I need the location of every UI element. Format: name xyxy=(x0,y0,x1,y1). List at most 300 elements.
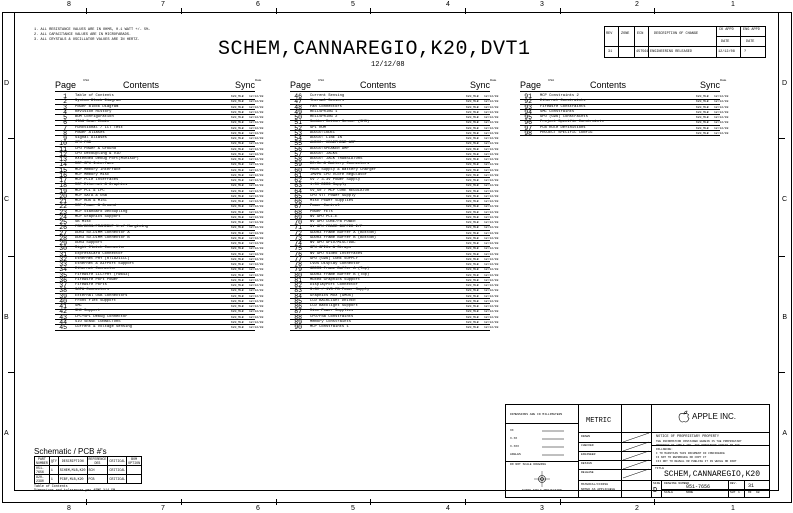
sync-value: K20_MLB xyxy=(231,263,244,266)
sync-date: 12/12/08 xyxy=(484,315,499,319)
page-number: 67 xyxy=(294,203,302,211)
page-number: 19 xyxy=(59,187,67,195)
sync-date: 12/12/08 xyxy=(484,326,499,329)
page-contents: AUDIO:SPEAKER AMP xyxy=(310,146,349,151)
eng-appd-value: ? xyxy=(744,50,747,54)
material-label: MATERIAL/FINISH xyxy=(581,483,609,486)
release-date: 12/12/08 xyxy=(718,50,735,54)
page-number: 43 xyxy=(59,313,67,321)
sync-date: 12/12/08 xyxy=(249,147,264,151)
page-contents: DisplayPort Connector xyxy=(310,283,358,287)
sync-value: K20_MLB xyxy=(231,326,244,329)
zone-label-col: 7 xyxy=(161,1,165,8)
page-contents: Muxed Graphics Support xyxy=(310,277,361,282)
sync-value: K20_MLB xyxy=(466,320,479,324)
list-item xyxy=(55,324,264,331)
page-contents: MCP Constraints 1 xyxy=(310,325,349,329)
page-contents: Current Sensing xyxy=(310,94,345,98)
page-number: 18 xyxy=(59,182,67,190)
sync-date: 12/12/08 xyxy=(249,184,264,188)
bom-col-reference-des: REFERENCE DES xyxy=(88,457,107,465)
page-contents: Project Specific Constraints xyxy=(540,120,604,125)
sync-date: 12/12/08 xyxy=(249,242,264,245)
of-label: OF xyxy=(748,491,752,494)
page-contents: MCP CPU Interface xyxy=(75,162,114,167)
zone-label-row: D xyxy=(4,80,10,87)
page-contents: HELLSPRING 2 xyxy=(310,115,338,119)
sync-value: K20_MLB xyxy=(466,95,479,98)
sync-value: K20_MLB xyxy=(231,315,244,319)
note-line: 1. ALL RESISTANCE VALUES ARE IN OHMS, 0.1 WATT +/- 5%. xyxy=(34,28,151,32)
zone-label-col: 4 xyxy=(446,1,450,8)
sync-value: K20_MLB xyxy=(696,110,709,114)
sync-date: 12/12/08 xyxy=(249,194,264,198)
sync-value: K20_MLB xyxy=(466,257,479,261)
sync-date: 12/12/08 xyxy=(484,100,499,104)
angle-brackets xyxy=(506,405,578,497)
page-contents: Ethernet Constraints xyxy=(540,99,586,104)
page-contents: NV GPU FRAME BUFFER I/F xyxy=(310,225,363,230)
zone-label-col: 5 xyxy=(351,1,355,8)
page-number: 65 xyxy=(294,192,302,200)
page-contents: GPU (G96) Constraints xyxy=(540,115,588,119)
page-contents: LCD Backlight Support xyxy=(310,304,358,308)
zone-tick xyxy=(86,499,87,505)
sync-date: 12/12/08 xyxy=(484,299,499,303)
page-contents: Ethernet Connector xyxy=(75,267,117,272)
sync-value: K20_MLB xyxy=(466,215,479,219)
page-number: 27 xyxy=(59,229,67,237)
sync-value: K20_MLB xyxy=(466,168,479,172)
sync-value: K20_MLB xyxy=(466,110,479,114)
sync-date: 12/12/08 xyxy=(249,326,264,329)
sync-value: K20_MLB xyxy=(696,95,709,98)
page-contents: FireWire Constraints xyxy=(540,104,586,109)
page-contents: JTAG Scan Chain xyxy=(75,120,110,125)
tolerance-label: XX xyxy=(510,429,514,432)
page-contents: Revision History xyxy=(75,109,112,114)
description: PCBF,MLB,K20 xyxy=(58,475,87,484)
zone-tick xyxy=(779,372,785,373)
toc-header-contents: Contents xyxy=(123,80,160,90)
page-number: 97 xyxy=(524,124,532,132)
zone-label-col: 3 xyxy=(540,505,544,512)
sync-date: 12/12/08 xyxy=(249,158,264,161)
bom-col-part-number: PART NUMBER xyxy=(36,457,48,465)
bom-option xyxy=(127,466,142,475)
page-contents: Graphics MUX (GMUX) xyxy=(310,293,354,298)
page-number: 90 xyxy=(294,324,302,331)
sync-value: K20_MLB xyxy=(466,194,479,198)
page-contents: MCP Power & Ground xyxy=(75,204,117,209)
page-number: 20 xyxy=(59,192,67,200)
sync-value: K20_MLB xyxy=(466,189,479,193)
sync-date: 12/12/08 xyxy=(714,131,729,135)
zone-label-col: 8 xyxy=(67,1,71,8)
sync-date: 12/12/08 xyxy=(484,268,499,272)
page-number: 21 xyxy=(59,198,67,205)
notice-line: FOLLOWING: xyxy=(656,448,673,451)
sync-date: 12/12/08 xyxy=(484,294,499,298)
page-number: 88 xyxy=(294,313,302,321)
sync-value: K20_MLB xyxy=(231,247,244,251)
sync-value: K20_MLB xyxy=(231,320,244,324)
sync-date: 12/12/08 xyxy=(484,247,499,251)
sync-value: K20_MLB xyxy=(466,179,479,182)
toc-header-contents: Contents xyxy=(360,80,397,90)
page-contents: Fan Connectors xyxy=(310,104,342,109)
page-number: 30 xyxy=(59,245,67,253)
sync-date: 12/12/08 xyxy=(249,268,264,272)
signature-label: DRAWN xyxy=(581,435,591,438)
page-contents: Misc Power Supplies xyxy=(310,309,354,314)
page-number: 68 xyxy=(294,208,302,216)
sync-value: K20_MLB xyxy=(466,121,479,125)
page-contents: CPU FSB xyxy=(75,141,91,146)
sync-value: K20_MLB xyxy=(231,200,244,203)
zone-tick xyxy=(654,499,655,505)
sync-date: 12/12/08 xyxy=(249,110,264,114)
general-notes xyxy=(34,28,150,44)
sync-value: K20_MLB xyxy=(466,131,479,135)
page-contents: BOM Configuration xyxy=(75,115,114,119)
zone-label-row: B xyxy=(4,314,9,321)
sync-date: 12/12/08 xyxy=(484,168,499,172)
page-contents: NV GPU Video Interfaces xyxy=(310,251,363,256)
zone-label-col: 1 xyxy=(731,505,735,512)
sync-value: K20_MLB xyxy=(466,278,479,282)
page-number: 86 xyxy=(294,303,302,310)
page-contents: MCP SATA & USB xyxy=(75,193,107,198)
zone-label-col: 2 xyxy=(635,1,639,8)
notice-line: THE INFORMATION CONTAINED HEREIN IS THE PROPRIETARY xyxy=(656,440,742,443)
note-line: 3. ALL CRYSTALS & OSCILLATOR VALUES ARE IN HERTZ. xyxy=(34,38,140,43)
sync-value: K20_MLB xyxy=(231,100,244,104)
zone-tick xyxy=(8,256,14,257)
sync-value: K20_MLB xyxy=(696,121,709,125)
zone-tick xyxy=(181,499,182,505)
sync-value: K20_MLB xyxy=(466,152,479,156)
sync-date: 12/12/08 xyxy=(484,173,499,177)
page-contents: AUDIO: JACKS xyxy=(310,151,338,156)
tolerance-label: ANGLES xyxy=(510,453,521,456)
zone-label-row: C xyxy=(4,196,10,203)
page-contents: Signal Aliases xyxy=(75,136,107,140)
page-number: 34 xyxy=(59,266,67,274)
page-number: 29 xyxy=(59,240,67,247)
page-number: 95 xyxy=(524,114,532,121)
sync-value: K20_MLB xyxy=(231,116,244,119)
description: SCHEM,MLB,K20 xyxy=(58,466,87,475)
sync-value: K20_MLB xyxy=(466,252,479,256)
page-contents: SMC xyxy=(75,304,82,308)
sync-date: 12/12/08 xyxy=(249,231,264,235)
sync-date: 12/12/08 xyxy=(249,210,264,214)
sync-value: K20_MLB xyxy=(231,179,244,182)
dimensions-label: DIMENSIONS ARE IN MILLIMETERS xyxy=(510,413,563,416)
sync-value: K20_MLB xyxy=(466,326,479,329)
material-value: NOTED AS APPLICABLE xyxy=(581,488,616,491)
page-contents: Power Control xyxy=(310,204,340,209)
toc-header-csa: CSA xyxy=(83,78,90,82)
page-contents: FireWire LLC/PHY (FW643) xyxy=(75,272,130,277)
sync-value: K20_MLB xyxy=(466,305,479,308)
page-contents: External USB Connectors xyxy=(75,293,128,298)
toc-header-rule xyxy=(520,91,720,92)
page-number: 98 xyxy=(524,129,532,137)
page-number: 2 xyxy=(63,98,67,106)
page-contents: NV GPU PCI-E xyxy=(310,214,338,219)
page-number: 8 xyxy=(63,129,67,137)
page-contents: LPC+SPI Debug Connector xyxy=(75,314,128,319)
page-contents: MCP PCI & LPC xyxy=(75,188,105,193)
rev-value: 31 xyxy=(748,483,755,489)
page-contents: PCB Rule Definitions xyxy=(540,125,586,130)
page-number: 74 xyxy=(294,240,302,247)
part-number: 051-7656 xyxy=(35,466,50,475)
sync-date: 12/12/08 xyxy=(484,221,499,224)
sync-date: 12/12/08 xyxy=(249,200,264,203)
sync-date: 12/12/08 xyxy=(249,310,264,314)
bom-col-critical: CRITICAL xyxy=(108,457,127,466)
sync-date: 12/12/08 xyxy=(484,215,499,219)
page-number: 61 xyxy=(294,171,302,179)
sync-date: 12/12/08 xyxy=(249,163,264,167)
toc-header-page: Page xyxy=(520,80,542,90)
page-number: 47 xyxy=(294,98,302,106)
sync-value: K20_MLB xyxy=(231,268,244,272)
page-number: 59 xyxy=(294,161,302,169)
sync-date: 12/12/08 xyxy=(249,189,264,193)
sync-date: 12/12/08 xyxy=(484,226,499,230)
sync-value: K20_MLB xyxy=(231,105,244,109)
page-contents: MCP Standard Decoupling xyxy=(75,209,128,214)
zone-label-col: 3 xyxy=(540,1,544,8)
sync-value: K20_MLB xyxy=(466,221,479,224)
sync-value: K20_MLB xyxy=(231,163,244,167)
sync-date: 12/12/08 xyxy=(249,126,264,130)
sync-value: K20_MLB xyxy=(466,105,479,109)
zone-label-col: 4 xyxy=(446,505,450,512)
page-number: 64 xyxy=(294,187,302,195)
sync-value: K20_MLB xyxy=(231,168,244,172)
zone-label-col: 1 xyxy=(731,1,735,8)
page-number: 23 xyxy=(59,208,67,216)
page-contents: DDR3 SO-DIMM Connector B xyxy=(75,235,130,240)
reference-des: SCH xyxy=(87,466,108,475)
page-contents: Sudden Motion Sensor (SMS) xyxy=(310,120,370,125)
sync-date: 12/12/08 xyxy=(249,137,264,140)
page-number: 56 xyxy=(294,145,302,153)
zone-label-col: 7 xyxy=(161,505,165,512)
sync-date: 12/12/08 xyxy=(484,184,499,188)
page-number: 50 xyxy=(294,114,302,121)
sync-value: K20_MLB xyxy=(466,315,479,319)
zone-tick xyxy=(560,8,561,14)
toc-header-sync: Sync xyxy=(470,80,491,90)
sync-date: 12/12/08 xyxy=(484,242,499,245)
toc-header-csa: CSA xyxy=(318,78,325,82)
notice-line: III NOT TO REVEAL OR PUBLISH IT IN WHOLE OR PART xyxy=(656,460,737,463)
page-number: 54 xyxy=(294,135,302,142)
toc-header-csa: CSA xyxy=(548,78,555,82)
sync-value: K20_MLB xyxy=(231,95,244,98)
page-number: 46 xyxy=(294,93,302,100)
page-number: 33 xyxy=(59,261,67,268)
rev-header-ecn: ECN xyxy=(637,32,644,36)
page-number: 48 xyxy=(294,103,302,111)
zone-label-row: A xyxy=(782,430,787,437)
page-number: 82 xyxy=(294,282,302,289)
page-contents: AUDIO: HEADPHONE AMP xyxy=(310,141,356,146)
page-contents: HELLSPRING 1 xyxy=(310,109,338,114)
sync-value: K20_MLB xyxy=(231,205,244,209)
page-number: 55 xyxy=(294,140,302,148)
sync-value: K20_MLB xyxy=(231,257,244,261)
page-number: 37 xyxy=(59,282,67,289)
page-contents: MCP Constraints 2 xyxy=(540,94,579,98)
page-contents: SMC Support xyxy=(75,309,101,314)
page-contents: Table of Contents xyxy=(75,94,114,98)
zone-tick xyxy=(654,8,655,14)
page-contents: AUDIO: LINE IN xyxy=(310,136,342,140)
do-not-scale: DO NOT SCALE DRAWING xyxy=(510,463,547,466)
sync-date: 12/12/08 xyxy=(249,142,264,146)
sync-value: K20_MLB xyxy=(466,158,479,161)
page-number: 72 xyxy=(294,229,302,237)
zone-tick xyxy=(86,8,87,14)
tolerance-label: X.XX xyxy=(510,437,518,440)
sync-value: K20_MLB xyxy=(466,289,479,293)
zone-label-col: 2 xyxy=(635,505,639,512)
sync-date: 12/12/08 xyxy=(484,158,499,161)
page-number: 92 xyxy=(524,98,532,106)
page-contents: Misc Power Supplies xyxy=(310,199,354,203)
sync-date: 12/12/08 xyxy=(249,289,264,293)
signature-label: RELEASE xyxy=(581,471,594,474)
page-number: 12 xyxy=(59,150,67,158)
signature-label: CHECKED xyxy=(581,444,594,447)
page-contents: FSB/DDR3/FRAMEBUF Vref Margining xyxy=(75,225,148,230)
sync-value: K20_MLB xyxy=(231,121,244,125)
sync-value: K20_MLB xyxy=(466,226,479,230)
sync-value: K20_MLB xyxy=(231,131,244,135)
toc-header-page: Page xyxy=(55,80,77,90)
sync-date: 12/12/08 xyxy=(249,273,264,277)
sync-value: K20_MLB xyxy=(231,189,244,193)
zone-label-col: 8 xyxy=(67,505,71,512)
sync-date: 12/12/08 xyxy=(484,289,499,293)
toc-header-date: Date xyxy=(720,78,727,82)
notice-line: PROPERTY OF APPLE INC. THE POSSESSOR AGREES TO THE xyxy=(656,444,740,447)
page-number: 60 xyxy=(294,166,302,174)
rev-header-description: DESCRIPTION OF CHANGE xyxy=(654,32,699,36)
company-name: APPLE INC. xyxy=(692,412,737,421)
sync-date: 12/12/08 xyxy=(484,273,499,277)
size-label: SIZE xyxy=(653,482,661,485)
page-number: 1 xyxy=(63,93,67,100)
page-contents: Current & Voltage Sensing xyxy=(75,325,132,329)
page-number: 44 xyxy=(59,318,67,326)
page-contents: eXtended Debug Port(MiniXDP) xyxy=(75,157,139,161)
page-number: 79 xyxy=(294,266,302,274)
page-contents: CPU/FSB Constraints xyxy=(310,314,354,319)
page-number: 28 xyxy=(59,234,67,242)
sync-date: 12/12/08 xyxy=(714,116,729,119)
sync-value: K20_MLB xyxy=(231,284,244,287)
sync-value: K20_MLB xyxy=(231,194,244,198)
sync-value: K20_MLB xyxy=(231,310,244,314)
rev-subheader-date: DATE xyxy=(721,40,730,44)
page-contents: SPI ROM xyxy=(310,125,326,130)
page-number: 40 xyxy=(59,297,67,305)
page-contents: GDDR3 Frame Buffer A (Bottom) xyxy=(310,230,377,235)
sync-date: 12/12/08 xyxy=(484,263,499,266)
page-number: 3 xyxy=(63,103,67,111)
sync-date: 12/12/08 xyxy=(484,310,499,314)
projection-label: THIRD ANGLE PROJECTION xyxy=(522,489,562,492)
zone-label-row: D xyxy=(781,80,787,87)
zone-tick xyxy=(370,499,371,505)
sync-value: K20_MLB xyxy=(696,126,709,130)
sync-date: 12/12/08 xyxy=(484,147,499,151)
of-value: 98 xyxy=(756,491,760,494)
page-number: 49 xyxy=(294,108,302,116)
sync-value: K20_MLB xyxy=(466,205,479,209)
sync-value: K20_MLB xyxy=(231,221,244,224)
toc-header-date: Date xyxy=(490,78,497,82)
page-contents: CPU VTT Power Supply xyxy=(310,193,356,198)
qty: 1 xyxy=(49,466,58,475)
sync-value: K20_MLB xyxy=(231,242,244,245)
page-contents: Power FETs xyxy=(310,209,333,214)
page-contents: MCP PCIe Interfaces xyxy=(75,178,119,182)
page-number: 53 xyxy=(294,129,302,137)
page-number: 70 xyxy=(294,219,302,226)
page-contents: NV GPU CORE/FB POWER xyxy=(310,220,356,224)
page-number: 80 xyxy=(294,271,302,279)
page-contents: FireWire Port Power xyxy=(75,277,119,282)
sync-value: K20_MLB xyxy=(231,147,244,151)
page-contents: AUDIO: JACK TRANSLATORS xyxy=(310,157,363,161)
qty: 1 xyxy=(49,475,58,484)
sync-value: K20_MLB xyxy=(466,310,479,314)
change-description: ENGINEERING RELEASED xyxy=(650,50,693,54)
table-row xyxy=(35,475,142,484)
page-contents: GDDR3 Frame Buffer B (Bottom) xyxy=(310,235,377,240)
sync-date: 12/12/08 xyxy=(249,226,264,230)
sync-date: 12/12/08 xyxy=(484,105,499,109)
metric-label: METRIC xyxy=(586,417,612,425)
sync-value: K20_MLB xyxy=(466,137,479,140)
sync-value: K20_MLB xyxy=(466,242,479,245)
sync-value: K20_MLB xyxy=(696,105,709,109)
sync-value: K20_MLB xyxy=(696,116,709,119)
sync-value: K20_MLB xyxy=(466,247,479,251)
sync-date: 12/12/08 xyxy=(484,205,499,209)
scale-value: NONE xyxy=(686,491,694,494)
zone-tick xyxy=(465,499,466,505)
sync-date: 12/12/08 xyxy=(249,252,264,256)
page-number: 17 xyxy=(59,177,67,184)
page-number: 42 xyxy=(59,308,67,316)
page-contents: Power Aliases xyxy=(75,130,105,135)
page-number: 6 xyxy=(63,119,67,127)
sync-value: K20_MLB xyxy=(466,126,479,130)
reference-des: PCB xyxy=(87,475,108,484)
page-number: 15 xyxy=(59,166,67,174)
sync-date: 12/12/08 xyxy=(249,215,264,219)
